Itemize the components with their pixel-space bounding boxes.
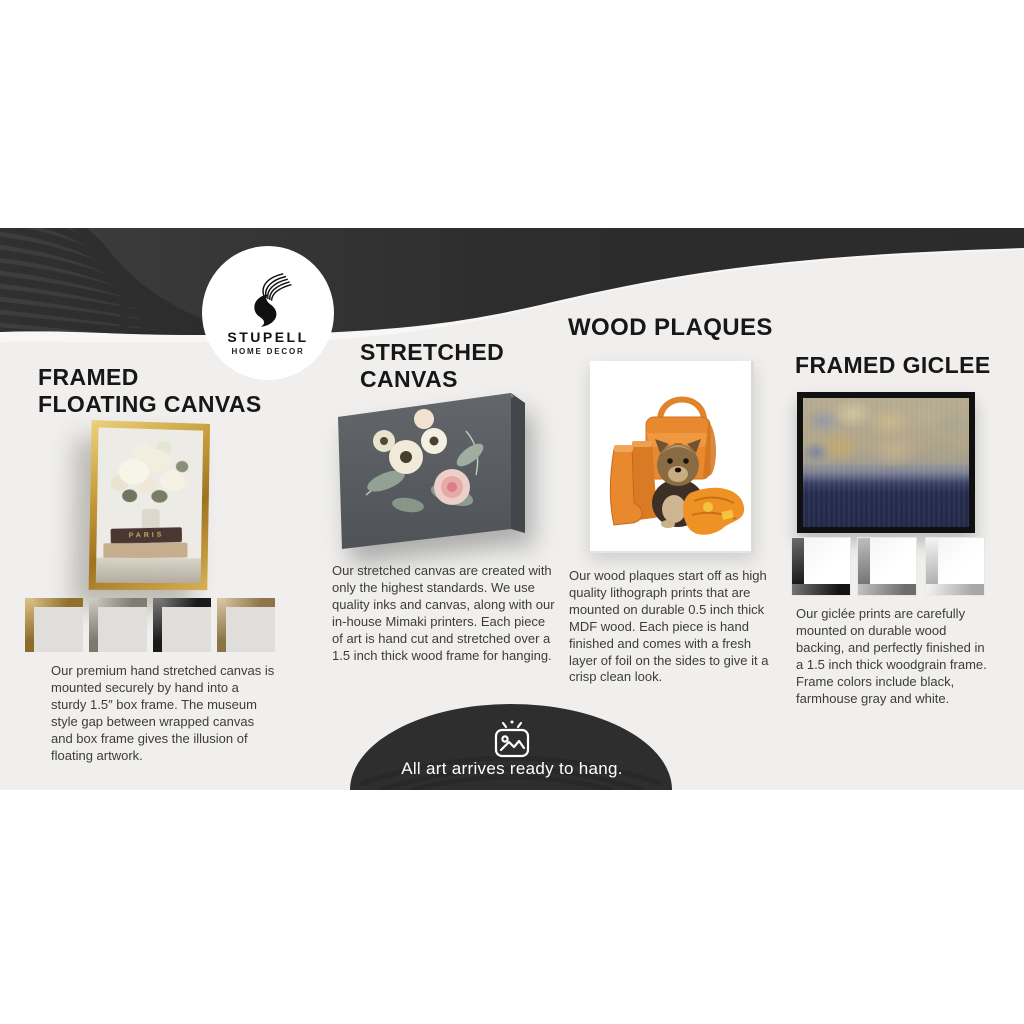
floating-canvas-artwork xyxy=(96,427,203,583)
frame-swatch-gold xyxy=(25,598,83,652)
stupell-s-swoosh-icon xyxy=(241,271,295,327)
brand-tagline: HOME DECOR xyxy=(231,346,305,356)
brand-logo xyxy=(202,246,334,380)
brand-name: STUPELL xyxy=(227,328,309,345)
orange-scarf xyxy=(683,488,744,535)
abstract-giclee-artwork xyxy=(803,398,969,527)
giclee-swatch-black xyxy=(792,538,850,595)
description-stretched-canvas: Our stretched canvas are created with only the highest standards. We use quality inks and canvas, along with our in-house Mimaki printers. Each piece of art is hand cut and stretched over a 1.5 inch thick wood frame for hanging. xyxy=(332,563,555,663)
tan-book xyxy=(104,543,188,559)
hydrangea-bouquet xyxy=(103,435,196,517)
table-surface xyxy=(96,558,201,583)
footer-message: All art arrives ready to hang. xyxy=(401,759,623,778)
frame-swatch-silver xyxy=(89,598,147,652)
section-title-stretched-canvas: STRETCHED CANVAS xyxy=(360,339,505,392)
section-title-framed-giclee: FRAMED GICLEE xyxy=(795,352,991,378)
plaque-artwork xyxy=(590,361,754,553)
paris-book xyxy=(110,527,182,544)
giclee-swatch-farmhouse-gray xyxy=(858,538,916,595)
framed-picture-icon xyxy=(488,718,536,762)
description-framed-giclee: Our giclée prints are carefully mounted on durable wood backing, and perfectly finished in a 1.5 inch thick woodgrain frame. Frame colors include black, farmhouse gray and white. xyxy=(796,606,987,706)
stretched-canvas-image xyxy=(328,383,532,555)
framed-giclee-image xyxy=(797,392,975,533)
giclee-swatch-white xyxy=(926,538,984,595)
top-wave-decoration xyxy=(0,228,1024,342)
frame-swatch-black xyxy=(153,598,211,652)
wood-plaque-image xyxy=(590,361,754,553)
description-wood-plaques: Our wood plaques start off as high quality lithograph prints that are mounted on durable 0.5 inch thick MDF wood. Each piece is hand finished and comes with a fresh layer of foil on the sides to give it a crisp clean look. xyxy=(569,568,769,685)
section-title-wood-plaques: WOOD PLAQUES xyxy=(568,314,773,341)
book-spine-label: PARIS xyxy=(128,531,165,540)
frame-swatch-brass xyxy=(217,598,275,652)
description-framed-floating-canvas: Our premium hand stretched canvas is mounted securely by hand into a sturdy 1.5″ box frame. The museum style gap between wrapped canvas and box frame gives the illusion of floating artwork. xyxy=(51,663,275,763)
section-title-framed-floating-canvas: FRAMED FLOATING CANVAS xyxy=(38,364,262,417)
framed-floating-canvas-image xyxy=(89,420,210,590)
